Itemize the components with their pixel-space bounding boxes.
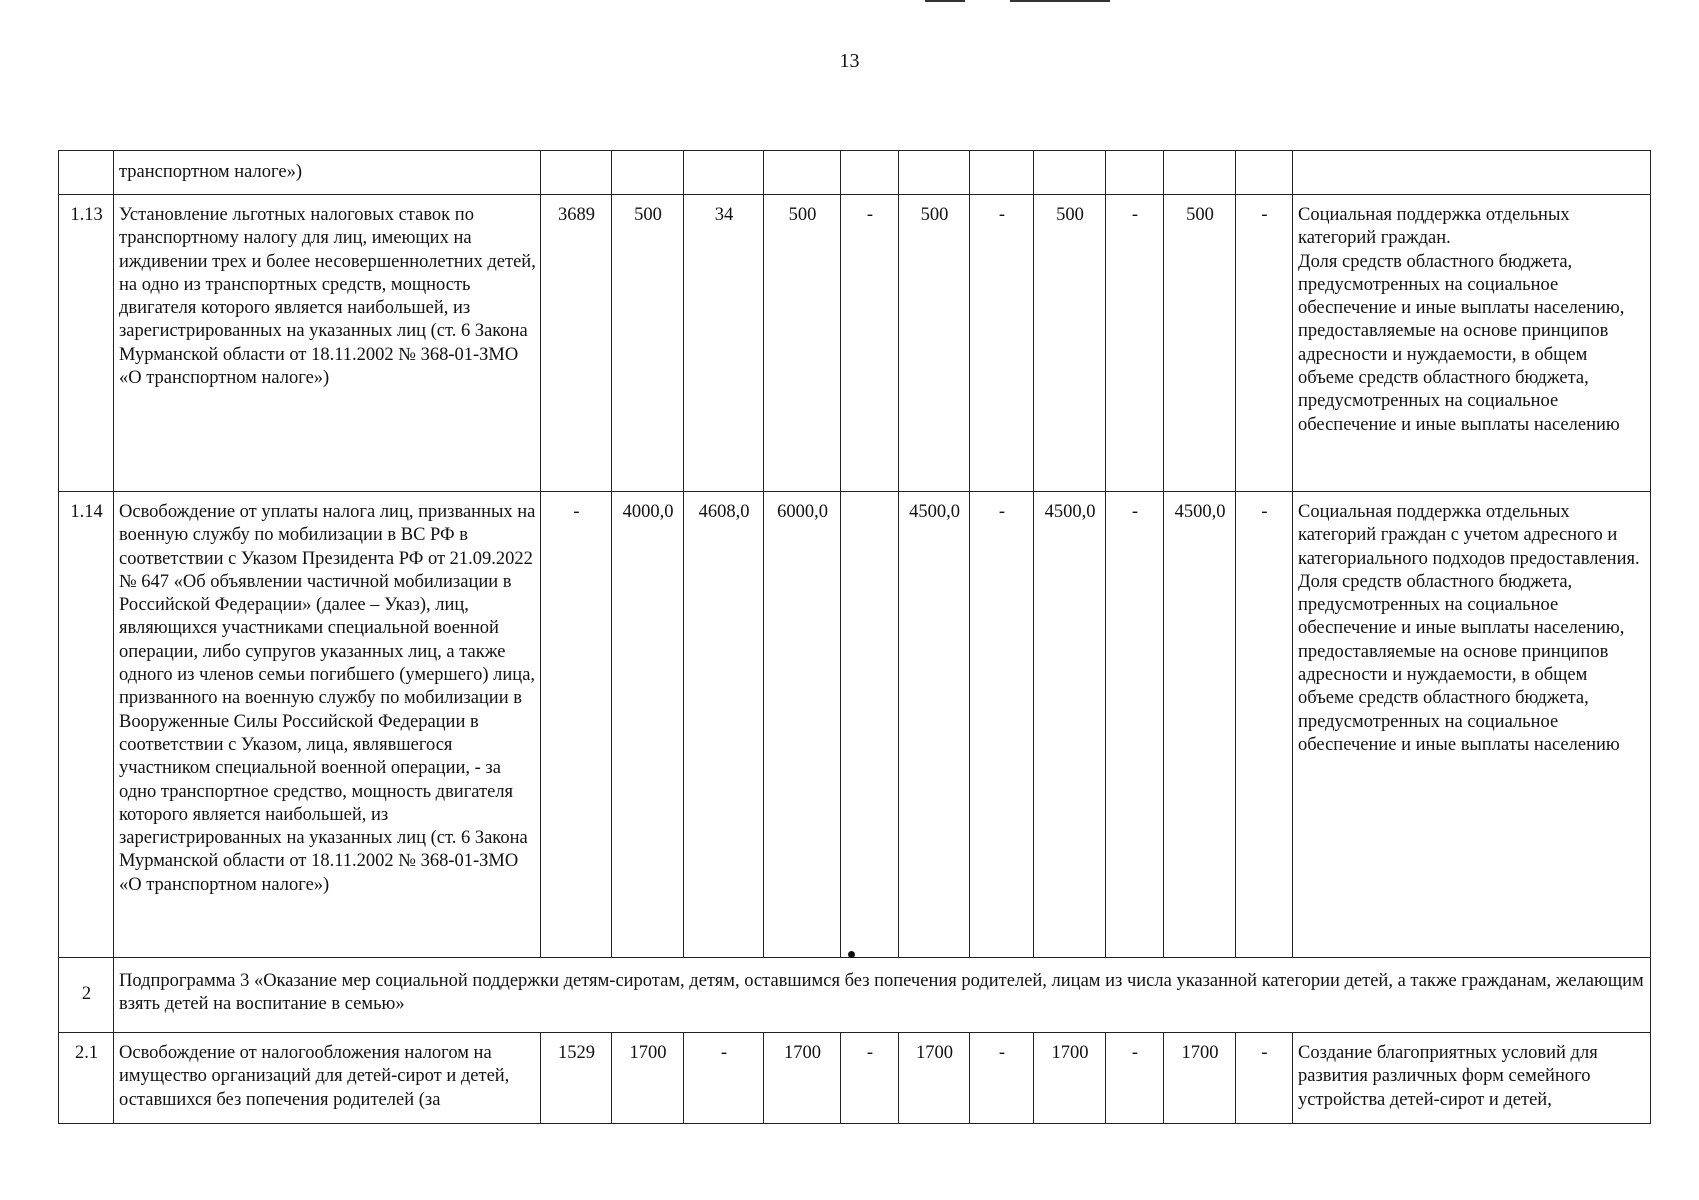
value-cell: 4500,0 — [1034, 492, 1106, 958]
value-cell: 1529 — [541, 1033, 612, 1124]
scan-artifact-line — [1010, 0, 1110, 2]
value-cell: 4500,0 — [1164, 492, 1236, 958]
scan-dot — [848, 951, 855, 958]
value-cell — [684, 151, 764, 195]
value-cell — [970, 151, 1034, 195]
value-cell — [541, 151, 612, 195]
value-cell: 500 — [899, 195, 970, 492]
scan-artifact-line — [925, 0, 965, 2]
subprogram-row — [59, 958, 1651, 1033]
row-number: 1.14 — [59, 492, 114, 958]
row-goal — [1293, 151, 1651, 195]
value-cell — [764, 151, 841, 195]
value-cell: - — [970, 195, 1034, 492]
value-cell: - — [684, 1033, 764, 1124]
value-cell — [612, 151, 684, 195]
value-cell: 1700 — [1034, 1033, 1106, 1124]
value-cell: 34 — [684, 195, 764, 492]
row-goal: Создание благоприятных условий для развития различных форм семейного устройства детей-сирот и детей, — [1293, 1033, 1651, 1124]
value-cell: - — [1236, 195, 1293, 492]
row-goal: Социальная поддержка отдельных категорий граждан с учетом адресного и категориального подходов предоставления. Доля средств областного бюджета, предусмотренных на социальное обеспечение и иные выплаты населению, предоставляемые на основе принципов адресности и нуждаемости, в общем объеме средств областного бюджета, предусмотренных на социальное обеспечение и иные выплаты населению — [1293, 492, 1651, 958]
row-description: Освобождение от налогообложения налогом на имущество организаций для детей-сирот и детей, оставшихся без попечения родителей (за — [114, 1033, 541, 1124]
table-row — [59, 151, 1651, 195]
value-cell: 500 — [612, 195, 684, 492]
value-cell: 1700 — [612, 1033, 684, 1124]
row-description: Установление льготных налоговых ставок по транспортному налогу для лиц, имеющих на иждивении трех и более несовершеннолетних детей, на одно из транспортных средств, мощность двигателя которого является наибольшей, из зарегистрированных на указанных лиц (ст. 6 Закона Мурманской области от 18.11.2002 № 368-01-ЗМО «О транспортном налоге») — [114, 195, 541, 492]
value-cell: - — [1236, 492, 1293, 958]
row-description: Освобождение от уплаты налога лиц, призванных на военную службу по мобилизации в ВС РФ в соответствии с Указом Президента РФ от 21.09.2022 № 647 «Об объявлении частичной мобилизации в Российской Федерации» (далее – Указ), лиц, являющихся участниками специальной военной операции, либо супругов указанных лиц, а также одного из членов семьи погибшего (умершего) лица, призванного на военную службу по мобилизации в Вооруженные Силы Российской Федерации в соответствии с Указом, лица, являвшегося участником специальной военной операции, - за одно транспортное средство, мощность двигателя которого является наибольшей, из зарегистрированных на указанных лиц (ст. 6 Закона Мурманской области от 18.11.2002 № 368-01-ЗМО «О транспортном налоге») — [114, 492, 541, 958]
table-row — [59, 195, 1651, 492]
value-cell: - — [541, 492, 612, 958]
value-cell: 500 — [1164, 195, 1236, 492]
value-cell: - — [841, 195, 899, 492]
value-cell: 500 — [1034, 195, 1106, 492]
value-cell: - — [1106, 195, 1164, 492]
row-goal: Социальная поддержка отдельных категорий граждан. Доля средств областного бюджета, предусмотренных на социальное обеспечение и иные выплаты населению, предоставляемые на основе принципов адресности и нуждаемости, в общем объеме средств областного бюджета, предусмотренных на социальное обеспечение и иные выплаты населению — [1293, 195, 1651, 492]
value-cell: 1700 — [1164, 1033, 1236, 1124]
value-cell — [1236, 151, 1293, 195]
value-cell — [1034, 151, 1106, 195]
subprogram-title: Подпрограмма 3 «Оказание мер социальной поддержки детям-сиротам, детям, оставшимся без попечения родителей, лицам из числа указанной категории детей, а также гражданам, желающим взять детей на воспитание в семью» — [114, 958, 1651, 1033]
value-cell: 1700 — [764, 1033, 841, 1124]
value-cell: 4500,0 — [899, 492, 970, 958]
value-cell: - — [1106, 492, 1164, 958]
table-row — [59, 1033, 1651, 1124]
value-cell: 500 — [764, 195, 841, 492]
value-cell: - — [841, 1033, 899, 1124]
value-cell: - — [1106, 1033, 1164, 1124]
value-cell: 4608,0 — [684, 492, 764, 958]
value-cell — [841, 492, 899, 958]
value-cell — [899, 151, 970, 195]
row-number: 2.1 — [59, 1033, 114, 1124]
row-number: 2 — [59, 958, 114, 1033]
value-cell: 1700 — [899, 1033, 970, 1124]
row-description: транспортном налоге») — [114, 151, 541, 195]
tax-benefits-table — [58, 150, 1651, 1124]
row-number — [59, 151, 114, 195]
value-cell: 3689 — [541, 195, 612, 492]
table-row — [59, 492, 1651, 958]
value-cell: 4000,0 — [612, 492, 684, 958]
value-cell — [841, 151, 899, 195]
page-number: 13 — [839, 50, 860, 72]
row-number: 1.13 — [59, 195, 114, 492]
value-cell — [1106, 151, 1164, 195]
value-cell: - — [970, 1033, 1034, 1124]
value-cell: - — [970, 492, 1034, 958]
value-cell — [1164, 151, 1236, 195]
value-cell: - — [1236, 1033, 1293, 1124]
value-cell: 6000,0 — [764, 492, 841, 958]
